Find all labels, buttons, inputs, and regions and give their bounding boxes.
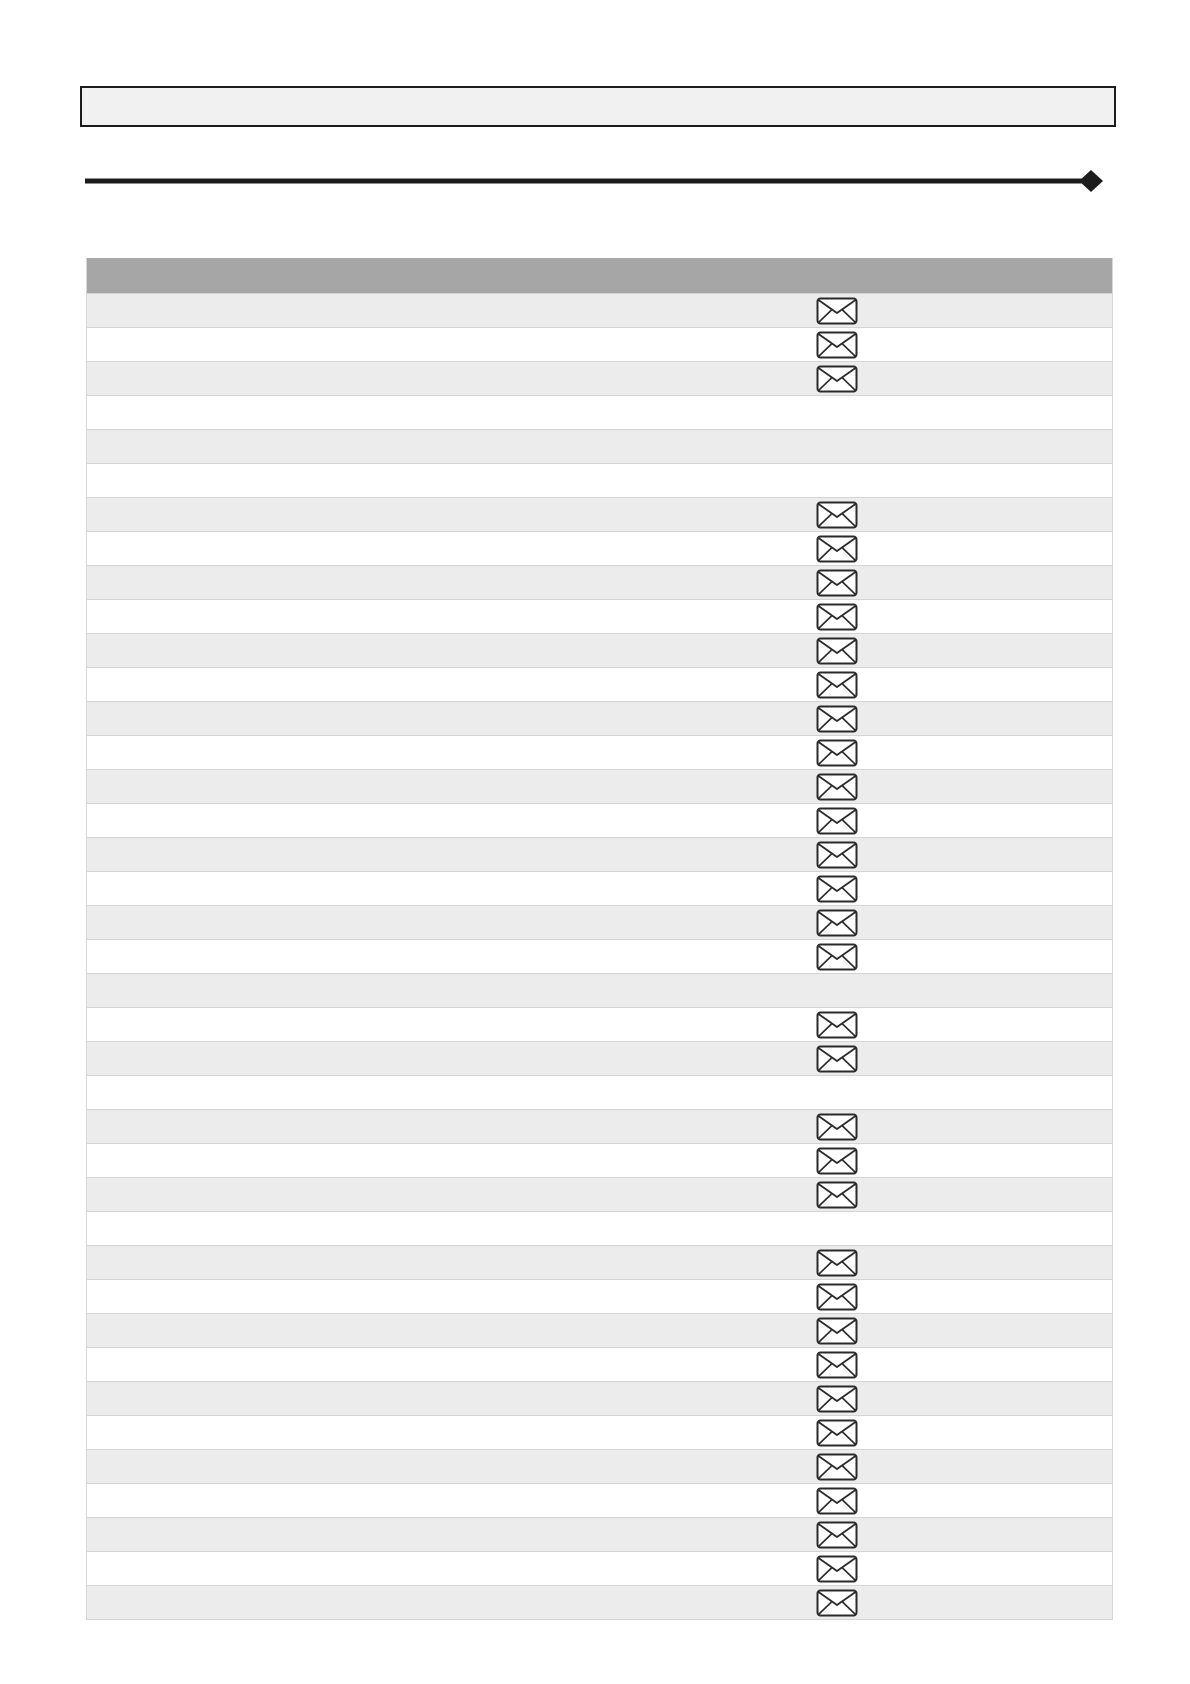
envelope-icon[interactable] bbox=[816, 1249, 858, 1277]
envelope-icon[interactable] bbox=[816, 1181, 858, 1209]
table-row bbox=[87, 1279, 1112, 1313]
envelope-icon[interactable] bbox=[816, 1147, 858, 1175]
envelope-icon[interactable] bbox=[816, 1283, 858, 1311]
table-row bbox=[87, 361, 1112, 395]
envelope-icon[interactable] bbox=[816, 1011, 858, 1039]
table-row bbox=[87, 701, 1112, 735]
envelope-icon[interactable] bbox=[816, 1419, 858, 1447]
table-row bbox=[87, 1143, 1112, 1177]
envelope-icon[interactable] bbox=[816, 943, 858, 971]
envelope-icon[interactable] bbox=[816, 841, 858, 869]
envelope-icon[interactable] bbox=[816, 739, 858, 767]
envelope-icon[interactable] bbox=[816, 1521, 858, 1549]
envelope-icon[interactable] bbox=[816, 1487, 858, 1515]
envelope-icon[interactable] bbox=[816, 1317, 858, 1345]
table-row bbox=[87, 293, 1112, 327]
table-row bbox=[87, 1245, 1112, 1279]
table-row bbox=[87, 565, 1112, 599]
table-row bbox=[87, 1313, 1112, 1347]
table-row bbox=[87, 599, 1112, 633]
table-row bbox=[87, 531, 1112, 565]
table-row bbox=[87, 837, 1112, 871]
table-row bbox=[87, 905, 1112, 939]
envelope-icon[interactable] bbox=[816, 1555, 858, 1583]
envelope-icon[interactable] bbox=[816, 875, 858, 903]
envelope-icon[interactable] bbox=[816, 773, 858, 801]
table-row bbox=[87, 1177, 1112, 1211]
envelope-icon[interactable] bbox=[816, 603, 858, 631]
divider-rule bbox=[85, 170, 1115, 192]
table-row bbox=[87, 1347, 1112, 1381]
envelope-icon[interactable] bbox=[816, 331, 858, 359]
envelope-icon[interactable] bbox=[816, 1113, 858, 1141]
envelope-icon[interactable] bbox=[816, 637, 858, 665]
table-row bbox=[87, 1109, 1112, 1143]
table-row bbox=[87, 973, 1112, 1007]
table-row bbox=[87, 1211, 1112, 1245]
envelope-icon[interactable] bbox=[816, 365, 858, 393]
envelope-icon[interactable] bbox=[816, 1589, 858, 1617]
table-row bbox=[87, 1449, 1112, 1483]
envelope-icon[interactable] bbox=[816, 909, 858, 937]
table-row bbox=[87, 1007, 1112, 1041]
table-row bbox=[87, 769, 1112, 803]
table-row bbox=[87, 871, 1112, 905]
table-row bbox=[87, 1041, 1112, 1075]
table-row bbox=[87, 327, 1112, 361]
envelope-icon[interactable] bbox=[816, 569, 858, 597]
envelope-icon[interactable] bbox=[816, 1385, 858, 1413]
envelope-icon[interactable] bbox=[816, 671, 858, 699]
table-row bbox=[87, 463, 1112, 497]
table-row bbox=[87, 1381, 1112, 1415]
envelope-icon[interactable] bbox=[816, 501, 858, 529]
envelope-icon[interactable] bbox=[816, 297, 858, 325]
table-header bbox=[87, 258, 1112, 293]
envelope-icon[interactable] bbox=[816, 807, 858, 835]
table-row bbox=[87, 1551, 1112, 1585]
table-row bbox=[87, 429, 1112, 463]
table-row bbox=[87, 735, 1112, 769]
table-row bbox=[87, 1483, 1112, 1517]
table-row bbox=[87, 1075, 1112, 1109]
table-row bbox=[87, 1517, 1112, 1551]
envelope-icon[interactable] bbox=[816, 535, 858, 563]
table-row bbox=[87, 803, 1112, 837]
table-row bbox=[87, 497, 1112, 531]
diamond-icon bbox=[1079, 170, 1103, 192]
table-row bbox=[87, 395, 1112, 429]
envelope-icon[interactable] bbox=[816, 1045, 858, 1073]
envelope-icon[interactable] bbox=[816, 1453, 858, 1481]
envelope-icon[interactable] bbox=[816, 1351, 858, 1379]
table-row bbox=[87, 939, 1112, 973]
table-row bbox=[87, 667, 1112, 701]
table-row bbox=[87, 1585, 1112, 1620]
envelope-icon[interactable] bbox=[816, 705, 858, 733]
table-row bbox=[87, 633, 1112, 667]
table-row bbox=[87, 1415, 1112, 1449]
title-box bbox=[80, 86, 1116, 127]
contact-table bbox=[86, 258, 1113, 1620]
